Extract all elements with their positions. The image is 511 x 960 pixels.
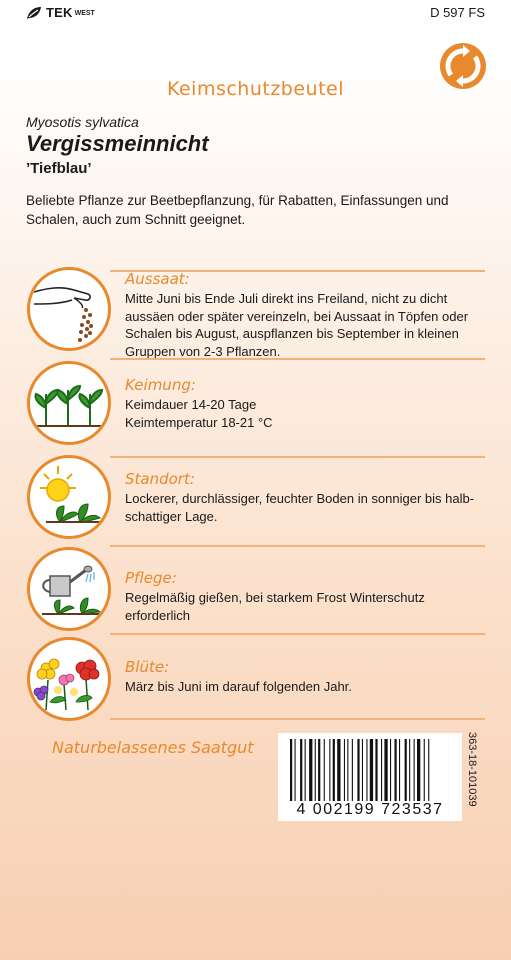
barcode-bar xyxy=(362,739,363,801)
common-name: Vergissmeinnicht xyxy=(26,131,209,156)
barcode-bar xyxy=(375,739,377,801)
barcode-bar xyxy=(417,739,420,801)
barcode-bars xyxy=(278,733,462,801)
section-title-standort: Standort: xyxy=(125,470,195,488)
flowers-icon xyxy=(27,637,111,721)
barcode-bar xyxy=(305,739,306,801)
barcode-bar xyxy=(395,739,397,801)
footer-tagline: Naturbelassenes Saatgut xyxy=(52,738,254,757)
section-text-keimung: Keimdauer 14-20 Tage Keimtemperatur 18-21 °C xyxy=(125,397,273,430)
brand-sub: WEST xyxy=(74,10,95,17)
barcode-bar xyxy=(424,739,425,801)
barcode-bar xyxy=(390,739,391,801)
description: Beliebte Pflanze zur Beetbepflanzung, für Rabatten, Einfassungen und Schalen, auch zum Schnitt geeignet. xyxy=(26,193,449,227)
section-text-pflege: Regelmäßig gießen, bei starkem Frost Winterschutz erforderlich xyxy=(125,590,425,623)
section-title-keimung: Keimung: xyxy=(125,376,196,394)
product-code: D 597 FS xyxy=(430,5,485,20)
category-title: Keimschutzbeutel xyxy=(166,78,345,100)
leaf-logo-icon xyxy=(26,6,42,20)
barcode-bar xyxy=(347,739,348,801)
sowing-hand-icon xyxy=(27,267,111,351)
barcode xyxy=(278,733,462,821)
section-rule xyxy=(110,545,485,547)
barcode-bar xyxy=(300,739,302,801)
side-code: 363-18-101039 xyxy=(466,732,478,807)
barcode-bar xyxy=(329,739,330,801)
brand-logo xyxy=(26,5,95,20)
barcode-bar xyxy=(333,739,335,801)
barcode-bar xyxy=(409,739,410,801)
barcode-bar xyxy=(381,739,382,801)
section-title-aussaat: Aussaat: xyxy=(125,270,190,288)
section-text-aussaat: Mitte Juni bis Ende Juli direkt ins Freiland, nicht zu dicht aussäen oder später vereinzeln, bei Aussaat in Töpfen oder Schalen bis August, auspflanzen bis September in kleinen Gruppen von 2-3 Pflanzen. xyxy=(125,291,469,359)
section-rule xyxy=(110,456,485,458)
barcode-bar xyxy=(337,739,340,801)
barcode-bar xyxy=(352,739,353,801)
section-title-bluete: Blüte: xyxy=(125,658,170,676)
section-title-pflege: Pflege: xyxy=(125,569,177,587)
barcode-bar xyxy=(290,739,292,801)
sun-plant-icon xyxy=(27,455,111,539)
barcode-bar xyxy=(414,739,415,801)
barcode-bar xyxy=(315,739,316,801)
brand-name: TEK xyxy=(46,5,73,20)
barcode-bar xyxy=(318,739,320,801)
barcode-bar xyxy=(357,739,359,801)
section-text-bluete: März bis Juni im darauf folgenden Jahr. xyxy=(125,679,352,694)
barcode-bar xyxy=(370,739,373,801)
section-rule xyxy=(110,718,485,720)
label-field xyxy=(145,35,368,65)
latin-name: Myosotis sylvatica xyxy=(26,114,139,130)
barcode-bar xyxy=(366,739,367,801)
barcode-bar xyxy=(344,739,345,801)
seedlings-icon xyxy=(27,361,111,445)
barcode-bar xyxy=(405,739,407,801)
barcode-bar xyxy=(428,739,429,801)
variety-name: ’Tiefblau’ xyxy=(26,160,92,177)
section-rule xyxy=(110,358,485,360)
barcode-bar xyxy=(399,739,400,801)
watering-can-icon xyxy=(27,547,111,631)
barcode-bar xyxy=(295,739,296,801)
barcode-bar xyxy=(384,739,387,801)
section-text-standort: Lockerer, durchlässiger, feuchter Boden in sonniger bis halb-schattiger Lage. xyxy=(125,491,475,524)
section-rule xyxy=(110,633,485,635)
barcode-digits: 4 002199 723537 xyxy=(296,801,444,818)
barcode-bar xyxy=(309,739,312,801)
barcode-bar xyxy=(324,739,325,801)
